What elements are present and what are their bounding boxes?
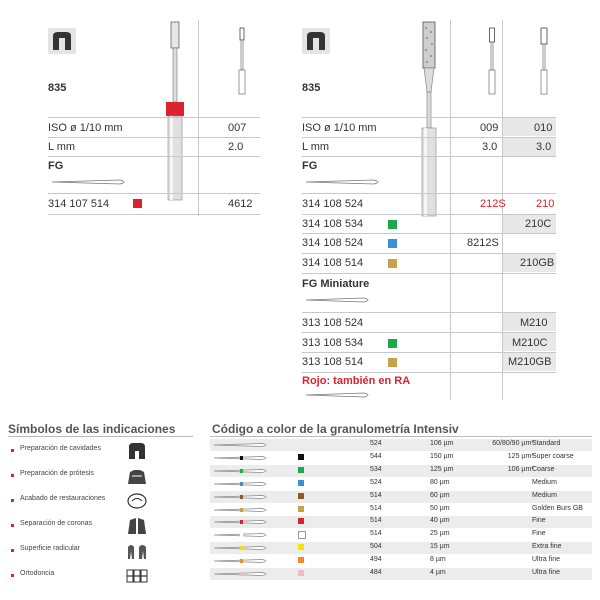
prosthesis-preparation-icon xyxy=(126,466,148,486)
grit-size: 106 µm xyxy=(430,440,454,447)
mini-col2: M210GB xyxy=(508,356,552,368)
bur-shank-icon xyxy=(212,453,272,463)
left-iso-label: ISO ø 1/10 mm xyxy=(48,122,123,134)
left-product-code: 314 107 514 xyxy=(48,198,110,210)
grit-row xyxy=(210,568,592,580)
grit-color-square xyxy=(298,493,304,499)
right-iso-label: ISO ø 1/10 mm xyxy=(302,122,377,134)
grit-code: 504 xyxy=(370,543,382,551)
cavity-preparation-icon xyxy=(126,441,148,461)
right-row-line xyxy=(302,233,556,234)
bur-shank-icon xyxy=(212,556,272,566)
indication-label: Preparación de prótesis xyxy=(20,470,94,477)
fg-code: 314 108 534 xyxy=(302,218,364,230)
bur-drawing-left xyxy=(160,20,190,210)
right-type-label: FG xyxy=(302,160,318,172)
bur-shank-icon xyxy=(212,479,272,489)
shank-icon-ra xyxy=(304,390,374,400)
grit-extra: 106 µm* xyxy=(507,465,534,473)
mini-color-square xyxy=(388,339,397,348)
grit-row xyxy=(210,478,592,490)
grit-label: Coarse xyxy=(532,465,555,473)
bur-drawing-right xyxy=(412,20,446,220)
left-type-label: FG xyxy=(48,160,64,172)
grit-label: Fine xyxy=(532,517,546,525)
grit-label: Super coarse xyxy=(532,452,574,460)
fg-col1: 8212S xyxy=(467,237,499,249)
grit-row xyxy=(210,555,592,567)
grit-code: 484 xyxy=(370,569,382,576)
bur-shank-icon xyxy=(212,492,272,502)
grit-label: Ultra fine xyxy=(532,569,561,576)
right-length-label: L mm xyxy=(302,141,330,153)
grit-code: 514 xyxy=(370,517,382,525)
fg-col1: 212S xyxy=(480,198,506,210)
grit-row xyxy=(210,491,592,503)
mini-code: 313 108 534 xyxy=(302,337,364,349)
grit-label: Medium xyxy=(532,478,557,486)
grit-row xyxy=(210,529,592,541)
fg-color-square xyxy=(388,239,397,248)
grit-code: 494 xyxy=(370,556,382,564)
grit-code: 514 xyxy=(370,504,382,512)
grit-color-square xyxy=(298,570,304,576)
bur-outline-right-small-2 xyxy=(538,26,550,96)
right-row-line xyxy=(302,156,556,157)
grit-size: 80 µm xyxy=(430,478,450,486)
left-row-line xyxy=(48,117,260,118)
right-column-divider-1 xyxy=(450,20,451,400)
indications-title: Símbolos de las indicaciones xyxy=(8,422,176,436)
grit-label: Medium xyxy=(532,491,557,499)
indication-item xyxy=(8,440,198,465)
grit-color-square xyxy=(298,454,304,460)
indication-label: Superficie radicular xyxy=(20,545,80,552)
fg-color-square xyxy=(388,220,397,229)
grit-title: Código a color de la granulometría Intensiv xyxy=(212,422,459,436)
fg-code: 314 108 524 xyxy=(302,198,364,210)
bur-outline-left-small xyxy=(236,26,248,96)
fg-col2: 210 xyxy=(536,198,555,210)
grit-color-square xyxy=(298,518,304,524)
bur-shank-icon xyxy=(212,569,272,579)
right-model-number: 835 xyxy=(302,82,321,94)
grit-size: 40 µm xyxy=(430,517,450,525)
grit-label: Standard xyxy=(532,440,561,447)
bur-shank-icon xyxy=(212,440,272,450)
grit-size: 150 µm xyxy=(430,452,454,460)
right-iso-value-1: 009 xyxy=(480,122,499,134)
grit-row xyxy=(210,516,592,528)
mini-col2: M210C xyxy=(512,337,548,349)
grit-row xyxy=(210,439,592,451)
grit-row xyxy=(210,452,592,464)
grit-code: 534 xyxy=(370,465,382,473)
indication-item xyxy=(8,465,198,490)
left-color-square xyxy=(133,199,142,208)
bur-shank-icon xyxy=(212,530,272,540)
orthodontics-icon xyxy=(126,566,148,586)
grit-size: 125 µm xyxy=(430,465,454,473)
grit-size: 50 µm xyxy=(430,504,450,512)
grit-code: 524 xyxy=(370,440,382,447)
grit-row xyxy=(210,465,592,477)
fg-col2: 210C xyxy=(525,218,552,230)
grit-color-square xyxy=(298,480,304,486)
bullet-icon xyxy=(11,524,14,527)
left-model-number: 835 xyxy=(48,82,67,94)
right-iso-value-2: 010 xyxy=(534,122,553,134)
restoration-finishing-icon xyxy=(126,491,148,511)
fg-code: 314 108 524 xyxy=(302,237,364,249)
grit-color-square xyxy=(298,531,306,539)
bur-shank-icon xyxy=(212,505,272,515)
right-row-line xyxy=(302,193,556,194)
mini-color-square xyxy=(388,358,397,367)
bullet-icon xyxy=(11,549,14,552)
bullet-icon xyxy=(11,449,14,452)
bur-outline-right-small-1 xyxy=(486,26,498,96)
tooth-cavity-icon xyxy=(304,30,328,52)
mini-code: 313 108 514 xyxy=(302,356,364,368)
indication-item xyxy=(8,490,198,515)
grit-row xyxy=(210,542,592,554)
grit-label: Ultra fine xyxy=(532,556,561,564)
left-row-line xyxy=(48,137,260,138)
grit-color-square xyxy=(298,467,304,473)
indications-title-rule xyxy=(8,436,193,437)
right-length-value-1: 3.0 xyxy=(482,141,498,153)
fg-code: 314 108 514 xyxy=(302,257,364,269)
right-row-line xyxy=(302,273,556,274)
grit-code: 514 xyxy=(370,530,382,538)
grit-size: 25 µm xyxy=(430,530,450,538)
indication-label: Separación de coronas xyxy=(20,520,92,527)
bullet-icon xyxy=(11,574,14,577)
grit-size: 8 µm xyxy=(430,556,446,564)
shank-icon-miniature xyxy=(304,295,374,305)
shank-icon-left xyxy=(50,177,130,187)
fg-col2: 210GB xyxy=(520,257,555,269)
indication-item xyxy=(8,540,198,565)
right-row-line xyxy=(302,372,556,373)
grit-row xyxy=(210,504,592,516)
fg-miniature-label: FG Miniature xyxy=(302,278,370,290)
indication-item xyxy=(8,565,198,590)
grit-label: Extra fine xyxy=(532,543,562,551)
indication-label: Preparación de cavidades xyxy=(20,445,101,452)
left-ref-number: 4612 xyxy=(228,198,253,210)
grit-extra: 60/80/90 µm* xyxy=(492,440,534,447)
mini-col2: M210 xyxy=(520,317,548,329)
ra-note: Rojo: también en RA xyxy=(302,375,411,387)
grit-color-square xyxy=(298,544,304,550)
left-column-divider xyxy=(198,20,199,216)
bur-shank-icon xyxy=(212,543,272,553)
bur-shank-icon xyxy=(212,466,272,476)
grit-label: Fine xyxy=(532,530,546,538)
grit-code: 514 xyxy=(370,491,382,499)
grit-extra: 125 µm* xyxy=(507,452,534,460)
left-row-line xyxy=(48,193,260,194)
grit-size: 4 µm xyxy=(430,569,446,576)
crown-separation-icon xyxy=(126,516,148,536)
bullet-icon xyxy=(11,474,14,477)
left-length-label: L mm xyxy=(48,141,76,153)
left-row-line xyxy=(48,156,260,157)
bullet-icon xyxy=(11,499,14,502)
grit-label: Golden Burs GB xyxy=(532,504,583,512)
indication-item xyxy=(8,515,198,540)
tooth-cavity-icon xyxy=(50,30,74,52)
shank-icon-right xyxy=(304,177,384,187)
grit-code: 524 xyxy=(370,478,382,486)
fg-color-square xyxy=(388,259,397,268)
root-surface-icon xyxy=(126,541,148,561)
mini-code: 313 108 524 xyxy=(302,317,364,329)
left-length-value: 2.0 xyxy=(228,141,244,153)
right-length-value-2: 3.0 xyxy=(536,141,552,153)
left-iso-value: 007 xyxy=(228,122,247,134)
grit-color-square xyxy=(298,506,304,512)
grit-color-square xyxy=(298,557,304,563)
grit-size: 60 µm xyxy=(430,491,450,499)
grit-title-rule xyxy=(210,436,592,437)
indication-label: Ortodoncia xyxy=(20,570,55,577)
bur-shank-icon xyxy=(212,517,272,527)
grit-size: 15 µm xyxy=(430,543,450,551)
left-row-line xyxy=(48,214,260,215)
indication-label: Acabado de restauraciones xyxy=(20,495,106,502)
grit-code: 544 xyxy=(370,452,382,460)
